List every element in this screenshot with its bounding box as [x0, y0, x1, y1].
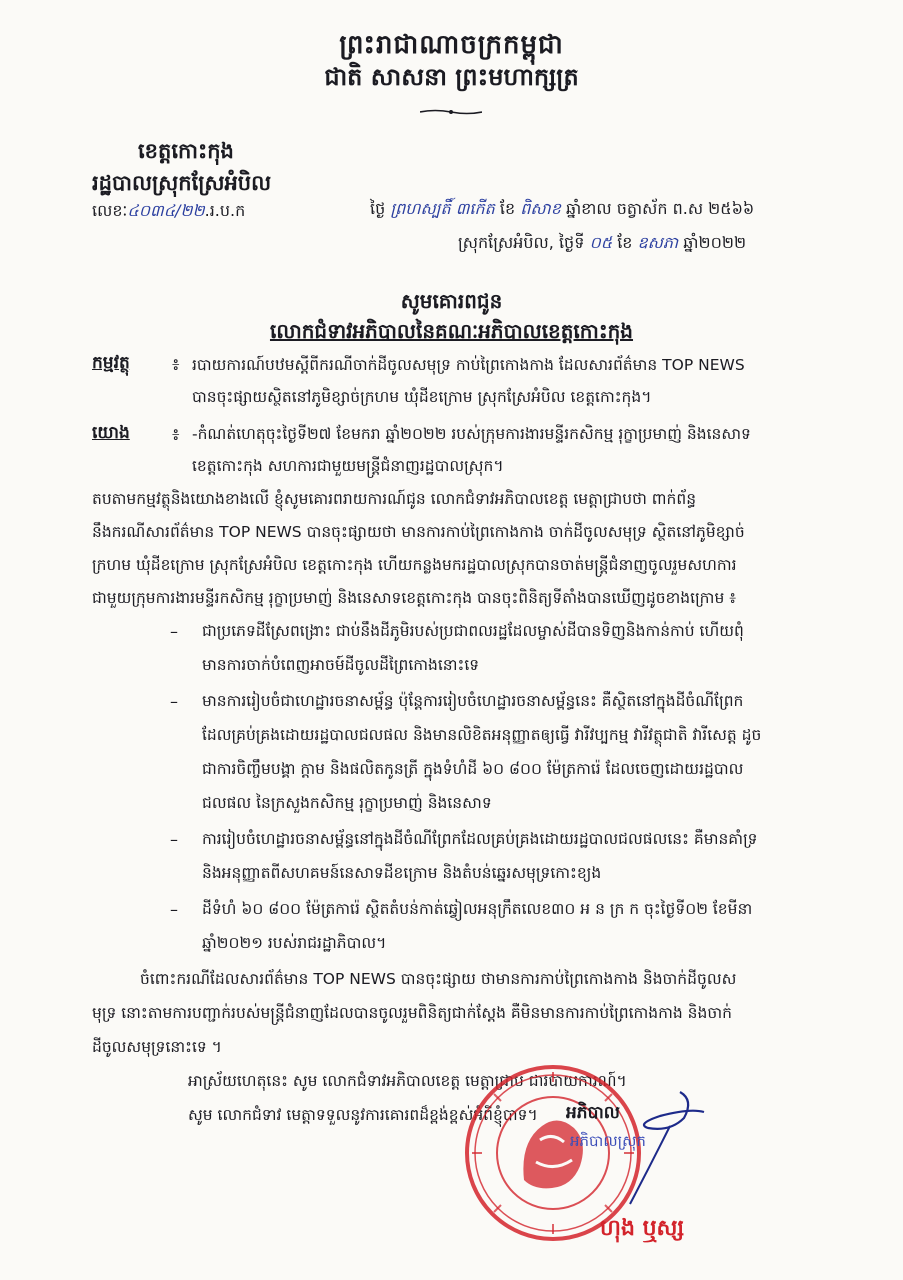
closing-line-1: ចំពោះករណីដែលសារព័ត៌មាន TOP NEWS បានចុះផ្សាយ ថាមានការកាប់ព្រៃកោងកាង និងចាក់ដីចូលស: [140, 970, 737, 988]
signatory-subtitle: អភិបាលស្រុក: [570, 1132, 646, 1150]
solar-date-prefix: ស្រុកស្រែអំបិល, ថ្ងៃទី: [458, 233, 585, 252]
reference-line-1: -កំណត់ហេតុចុះថ្ងៃទី២៧ ខែមករា ឆ្នាំ២០២២ របស់ក្រុមការងារមន្ទីរកសិកម្ម រុក្ខាប្រមាញ់ និងនេសាទ: [192, 425, 751, 443]
reference-number: [92, 200, 245, 224]
lunar-date-prefix: ថ្ងៃ: [370, 199, 386, 218]
lunar-month-label: ខែ: [499, 199, 516, 218]
signatory-name: ហុង ឬស្ស: [600, 1216, 685, 1241]
recipient: លោកជំទាវអភិបាលនៃគណៈអភិបាលខេត្តកោះកុង: [269, 319, 634, 343]
intro-line-3: ក្រហម ឃុំដីខក្រោម ស្រុកស្រែអំបិល ខេត្តកោះកុង ហើយកន្លងមករដ្ឋបាលស្រុកបានចាត់មន្ត្រីជំនាញចូលរួមសហការ: [92, 556, 737, 574]
bullet-2-line-3: ជាការចិញ្ចឹមបង្គា ក្ដាម និងផលិតកូនត្រី ក្នុងទំហំដី ៦០ ៨០០ ម៉ែត្រការ៉េ ដែលចេញដោយរដ្ឋបាល: [202, 760, 744, 778]
closing-line-2: មុទ្រ នោះតាមការបញ្ជាក់របស់មន្ត្រីជំនាញដែលបានចូលរួមពិនិត្យជាក់ស្តែង គឺមិនមានការកាប់ព្រៃកោងកាង និងចាក់: [92, 1004, 732, 1022]
solar-year: ឆ្នាំ២០២២: [683, 233, 747, 252]
signatory-title: អភិបាល: [566, 1103, 620, 1123]
subject-line-2: បានចុះផ្សាយស្ថិតនៅភូមិខ្សាច់ក្រហម ឃុំដីខក្រោម ស្រុកស្រែអំបិល ខេត្តកោះកុង។: [192, 388, 652, 406]
reference-label: យោង: [92, 423, 130, 443]
reference-handwritten-number: ៤០៣៤/២២: [127, 201, 205, 220]
request-line-1: អាស្រ័យហេតុនេះ សូម លោកជំទាវអភិបាលខេត្ត មេត្តាជ្រាប ជារបាយការណ៍។: [188, 1072, 627, 1090]
bullet-1-line-2: មានការចាក់បំពេញអាចម៍ដីចូលដីព្រៃកោងនោះទេ: [202, 656, 480, 674]
sender-province: ខេត្តកោះកុង: [138, 139, 234, 163]
kingdom-title: ព្រះរាជាណាចក្រកម្ពុជា: [339, 30, 564, 60]
bullet-dash: –: [170, 830, 178, 849]
bullet-2-line-2: ដែលគ្រប់គ្រងដោយរដ្ឋបាលជលផល និងមានលិខិតអនុញ្ញាតឲ្យធ្វើ វារីវប្បកម្ម វារីវត្ថុជាតិ វារីសេត្ត ដូច: [202, 726, 762, 744]
intro-line-2: នឹងករណីសារព័ត៌មាន TOP NEWS បានចុះផ្សាយថា មានការកាប់ព្រៃកោងកាង ចាក់ដីចូលសមុទ្រ ស្ថិតនៅភូមិខ្សាច់: [92, 523, 745, 541]
reference-colon: ៖: [172, 425, 180, 445]
reference-prefix: លេខៈ: [92, 201, 128, 220]
bullet-3-line-1: ការរៀបចំហេដ្ឋារចនាសម្ព័ន្ធនៅក្នុងដីចំណីព្រែកដែលគ្រប់គ្រងដោយរដ្ឋបាលជលផលនេះ គឺមានគាំទ្រ: [202, 830, 758, 848]
bullet-2-line-4: ជលផល នៃក្រសួងកសិកម្ម រុក្ខាប្រមាញ់ និងនេសាទ: [202, 794, 492, 812]
salutation: សូមគោរពជូន: [400, 289, 503, 313]
bullet-dash: –: [170, 622, 178, 641]
ornament-divider: [420, 108, 482, 116]
bullet-dash: –: [170, 692, 178, 711]
bullet-1-line-1: ជាប្រភេទដីស្រែពង្រោះ ជាប់នឹងដីភូមិរបស់ប្រជាពលរដ្ឋដែលម្ចាស់ដីបានទិញនិងកាន់កាប់ ហើយពុំ: [202, 622, 744, 640]
solar-month-label: ខែ: [617, 233, 633, 252]
national-motto: ជាតិ សាសនា ព្រះមហាក្សត្រ: [324, 63, 579, 91]
solar-month: ឧសភា: [637, 233, 679, 252]
solar-day: ០៥: [589, 233, 613, 252]
bullet-3-line-2: និងអនុញ្ញាតពីសហគមន៍នេសាទដីខក្រោម និងតំបន់ឆ្នេរសមុទ្រកោះខ្យង: [202, 864, 602, 882]
intro-line-1: តបតាមកម្មវត្ថុនិងយោងខាងលើ ខ្ញុំសូមគោរពរាយការណ៍ជូន លោកជំទាវអភិបាលខេត្ត មេត្តាជ្រាបថា ពាក់ព័ន្ធ: [92, 490, 697, 508]
lunar-year: ឆ្នាំខាល ចត្វាស័ក ព.ស ២៥៦៦: [565, 199, 755, 218]
intro-line-4: ជាមួយក្រុមការងារមន្ទីរកសិកម្ម រុក្ខាប្រមាញ់ និងនេសាទខេត្តកោះកុង បានចុះពិនិត្យទីតាំងបានឃើញដូចខាងក្រោម ៖: [92, 589, 737, 607]
lunar-month: ពិសាខ: [520, 199, 561, 218]
subject-label: កម្មវត្ថុ: [92, 353, 130, 373]
bullet-2-line-1: មានការរៀបចំជាហេដ្ឋារចនាសម្ព័ន្ធ ប៉ុន្តែការរៀបចំហេដ្ឋារចនាសម្ព័ន្ធនេះ គឺស្ថិតនៅក្នុងដីចំណីព្រែក: [202, 692, 744, 710]
bullet-4-line-2: ឆ្នាំ២០២១ របស់រាជរដ្ឋាភិបាល។: [202, 934, 387, 952]
reference-suffix: .រ.ប.ក: [204, 201, 246, 220]
bullet-4-line-1: ដីទំហំ ៦០ ៨០០ ម៉ែត្រការ៉េ ស្ថិតតំបន់កាត់ឆ្វៀលអនុក្រឹតលេខ៣០ អ ន ក្រ ក ចុះថ្ងៃទី០២ ខែមីនា: [202, 900, 753, 918]
lunar-day: ព្រហស្បតិ៍ ៣កើត: [390, 199, 495, 218]
sender-district: រដ្ឋបាលស្រុកស្រែអំបិល: [92, 171, 272, 195]
subject-line-1: របាយការណ៍បឋមស្តីពីករណីចាក់ដីចូលសមុទ្រ កាប់ព្រៃកោងកាង ដែលសារព័ត៌មាន TOP NEWS: [192, 356, 745, 374]
subject-colon: ៖: [172, 355, 180, 375]
bullet-dash: –: [170, 900, 178, 919]
closing-line-3: ដីចូលសមុទ្រនោះទេ ។: [92, 1038, 222, 1056]
reference-line-2: ខេត្តកោះកុង សហការជាមួយមន្ត្រីជំនាញរដ្ឋបាលស្រុក។: [192, 457, 504, 475]
solar-date: [458, 232, 746, 256]
lunar-date: [370, 198, 754, 222]
request-line-2: សូម លោកជំទាវ មេត្តាទទួលនូវការគោរពដ៏ខ្ពង់ខ្ពស់អំពីខ្ញុំបាទ។: [188, 1106, 538, 1124]
